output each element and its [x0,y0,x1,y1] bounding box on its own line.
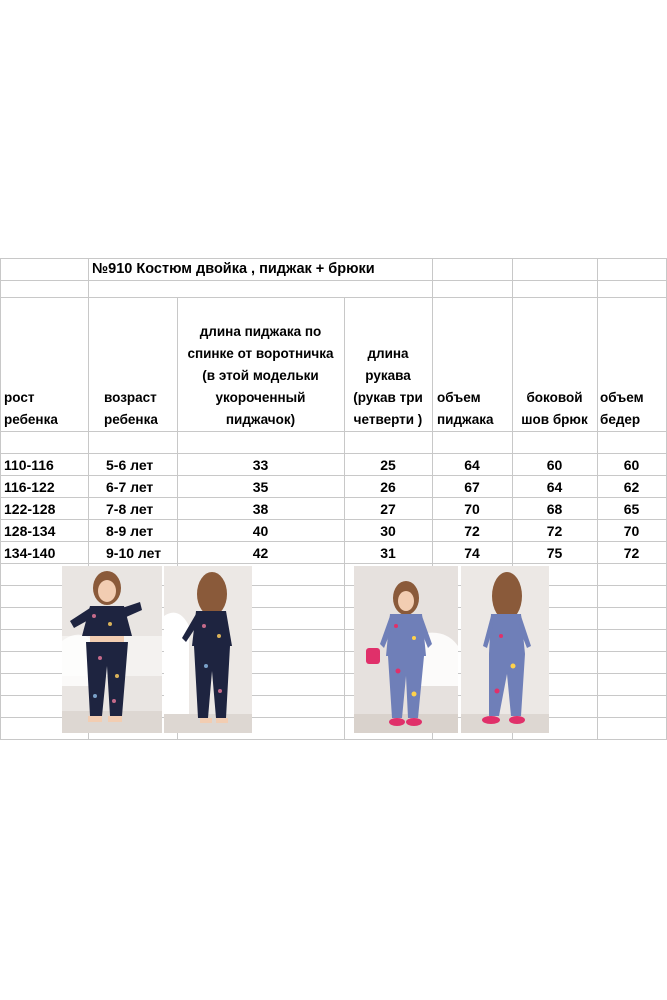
cell-height: 122-128 [4,501,56,517]
cell-side-seam: 75 [546,545,563,561]
photo-navy-suit-back [164,566,252,733]
cell-sleeve-length: 31 [380,545,396,561]
cell-hip-volume: 62 [623,479,640,495]
page-title: №910 Костюм двойка , пиджак + брюки [92,261,375,277]
header-jacket-volume: объем пиджака [437,390,494,427]
cell-jacket-volume: 67 [464,479,480,495]
cell-side-seam: 72 [546,523,563,539]
cell-sleeve-length: 30 [380,523,396,539]
cell-height: 110-116 [4,457,54,473]
photo-blue-suit-back [461,566,549,733]
photo-blue-suit-front [354,566,458,733]
cell-height: 128-134 [4,523,56,539]
cell-jacket-volume: 74 [464,545,480,561]
grid-line [0,280,667,281]
header-side-seam: боковой шов брюк [521,390,588,427]
grid-line [0,297,667,298]
header-jacket-length: длина пиджака по спинке от воротничка (в этой модельки укороченный пиджачок) [187,324,334,427]
cell-age: 9-10 лет [106,545,162,561]
cell-age: 8-9 лет [106,523,154,539]
cell-sleeve-length: 25 [380,457,396,473]
cell-sleeve-length: 26 [380,479,396,495]
cell-hip-volume: 70 [623,523,640,539]
cell-jacket-length: 38 [252,501,269,517]
cell-hip-volume: 65 [623,501,640,517]
cell-hip-volume: 72 [623,545,640,561]
cell-jacket-length: 40 [252,523,269,539]
photo-navy-suit-front [62,566,162,733]
cell-jacket-volume: 70 [464,501,480,517]
cell-side-seam: 64 [546,479,563,495]
cell-jacket-length: 33 [252,457,269,473]
grid-line [0,258,1,739]
cell-age: 7-8 лет [106,501,154,517]
cell-sleeve-length: 27 [380,501,396,517]
cell-hip-volume: 60 [623,457,640,473]
cell-side-seam: 68 [546,501,563,517]
header-height: рост ребенка [4,390,58,427]
cell-jacket-length: 35 [252,479,269,495]
cell-jacket-volume: 72 [464,523,480,539]
cell-height: 134-140 [4,545,56,561]
grid-line [0,431,667,432]
cell-side-seam: 60 [546,457,563,473]
cell-age: 6-7 лет [106,479,154,495]
header-hip-volume: объем бедер [600,390,644,427]
cell-height: 116-122 [4,479,55,495]
header-sleeve-length: длина рукава (рукав три четверти ) [353,346,423,427]
cell-age: 5-6 лет [106,457,154,473]
header-age: возраст ребенка [104,390,158,427]
cell-jacket-volume: 64 [464,457,480,473]
grid-line [0,739,667,740]
cell-jacket-length: 42 [252,545,269,561]
